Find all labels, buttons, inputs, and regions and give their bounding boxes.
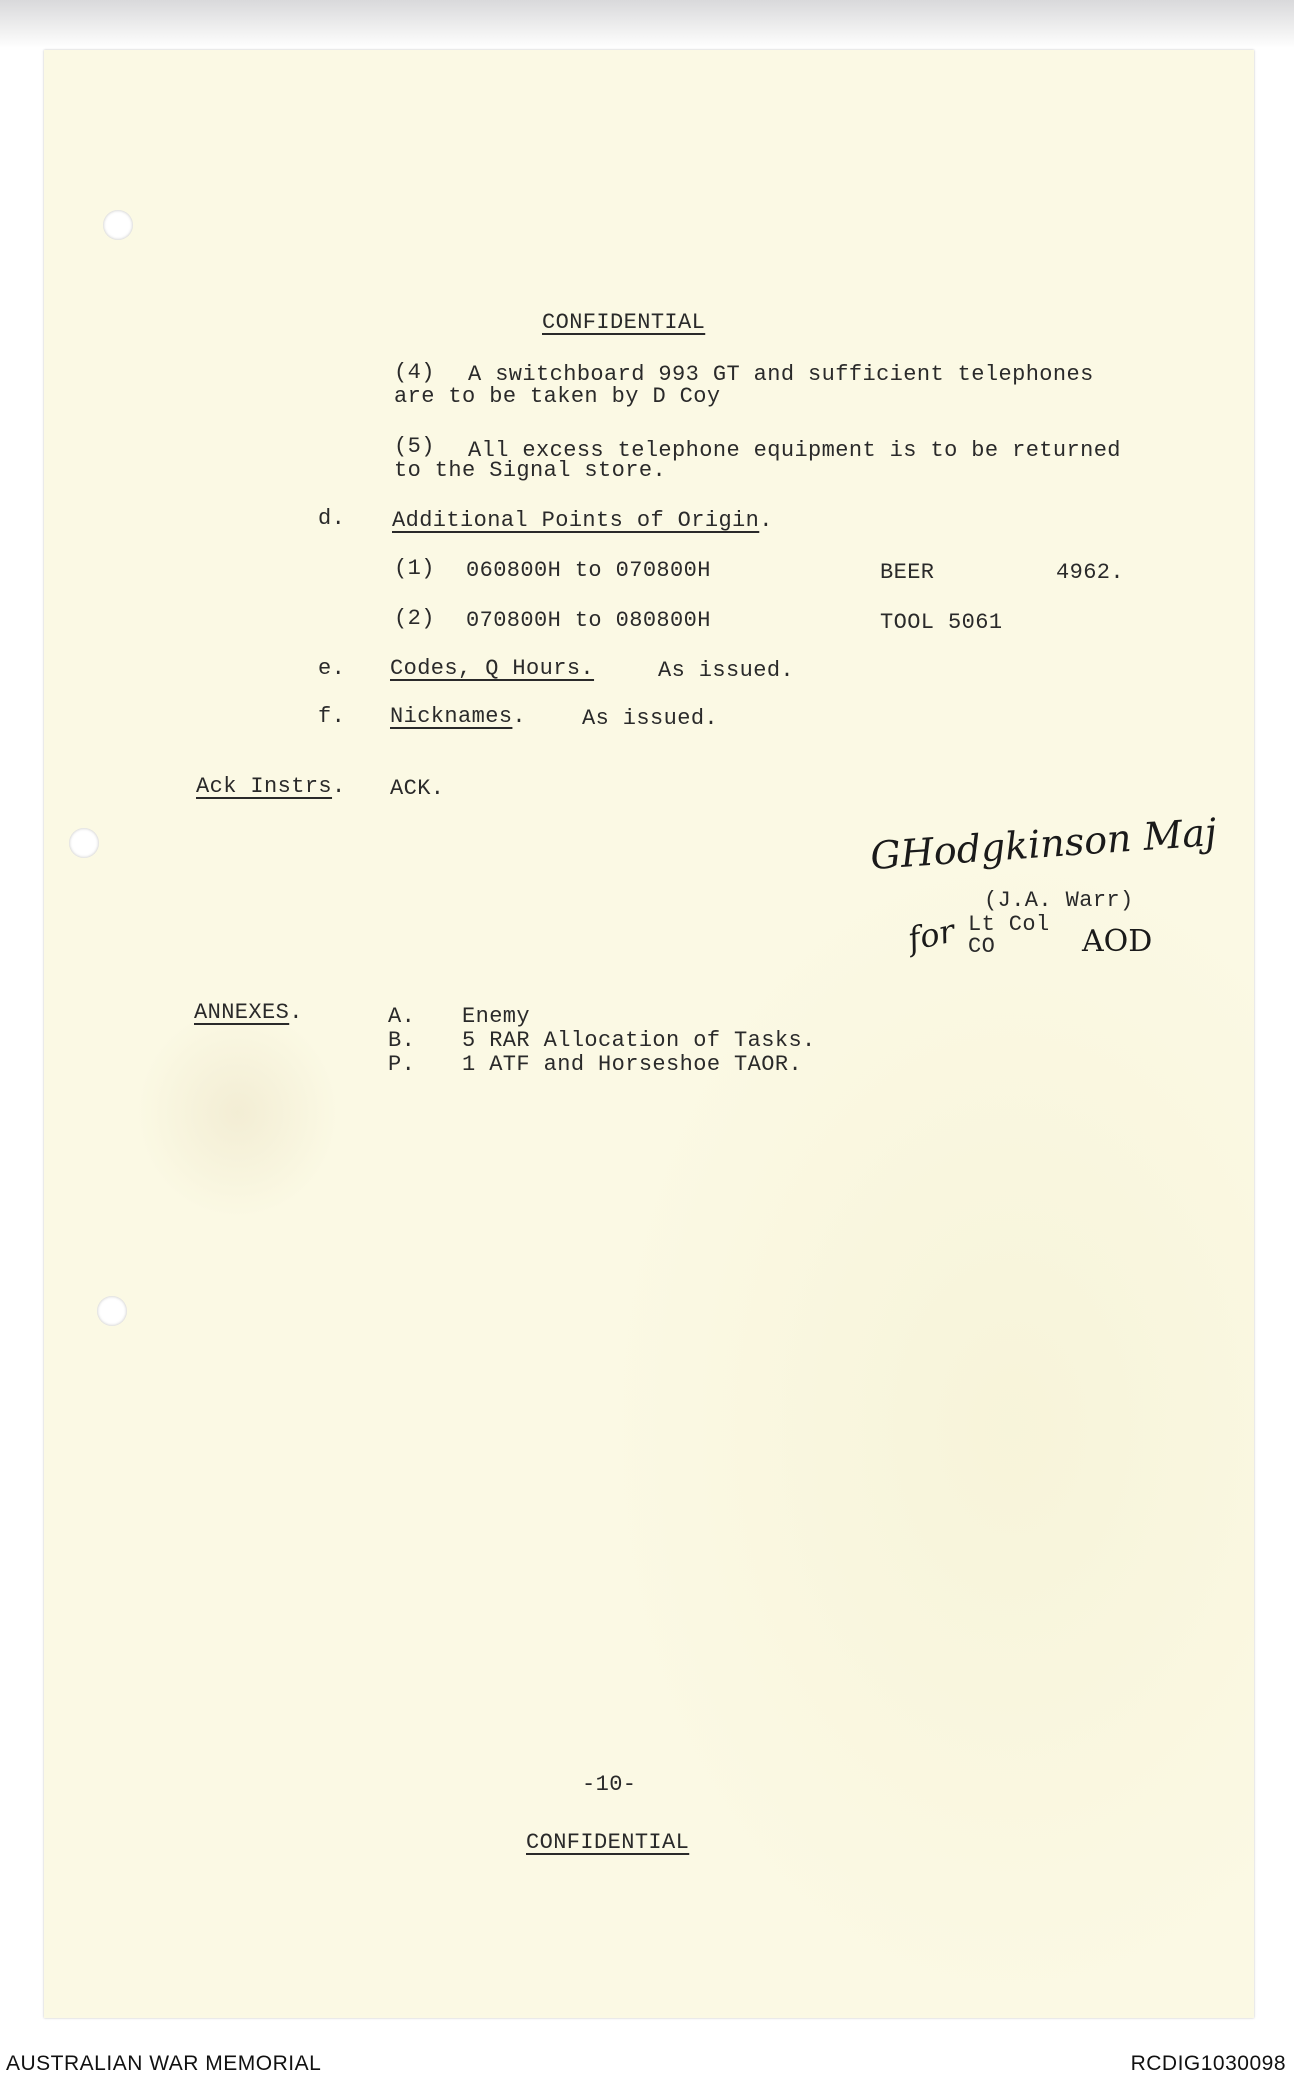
annex-p-key: P. [388,1052,416,1077]
section-e-text: As issued. [658,658,795,683]
section-e-heading: Codes, Q Hours. [390,656,595,681]
document-page [44,50,1254,2018]
origin-2-number: (2) [394,606,435,631]
para-4-line-2: are to be taken by D Coy [394,384,721,409]
section-d-heading-wrap [392,510,773,532]
annex-b-text: 5 RAR Allocation of Tasks. [462,1028,816,1053]
annex-b-key: B. [388,1028,416,1053]
section-d-letter: d. [318,506,346,531]
annex-p-text: 1 ATF and Horseshoe TAOR. [462,1052,803,1077]
ack-label-wrap [196,776,346,798]
annexes-label-period: . [289,1000,303,1025]
ack-label-period: . [332,774,346,799]
para-5-line-2: to the Signal store. [394,458,667,483]
origin-1-range: 060800H to 070800H [466,558,711,583]
annexes-label: ANNEXES [194,1000,290,1025]
section-d-heading: Additional Points of Origin [392,508,760,533]
annexes-label-wrap [194,1002,303,1024]
archive-id: RCDIG1030098 [1130,2052,1286,2075]
section-f-heading: Nicknames [390,704,513,729]
origin-1-name: BEER [880,560,935,585]
annex-a-key: A. [388,1004,416,1029]
section-f-period: . [512,704,527,729]
section-d-period: . [759,508,773,533]
section-f-text: As issued. [582,706,719,731]
handwritten-for: for [904,911,958,959]
confidential-header: CONFIDENTIAL [542,310,706,335]
origin-2-name: TOOL 5061 [880,610,1003,635]
handwritten-signature: GHodgkinson Maj [868,809,1219,879]
ack-label: Ack Instrs [196,774,333,799]
scanner-top-band [0,0,1294,48]
confidential-footer: CONFIDENTIAL [526,1830,690,1855]
ack-text: ACK. [390,776,445,801]
section-e-letter: e. [318,656,346,681]
section-f-letter: f. [318,704,346,729]
punch-hole [69,828,99,858]
para-5-number: (5) [394,434,435,459]
punch-hole [97,1296,127,1326]
signature-name: (J.A. Warr) [984,888,1134,913]
para-5-line-1: All excess telephone equipment is to be returned [468,438,1121,463]
handwritten-aod: AOD [1082,924,1153,959]
annex-a-text: Enemy [462,1004,531,1029]
origin-1-ref: 4962. [1056,560,1125,585]
para-4-line-1: A switchboard 993 GT and sufficient telephones [468,362,1094,387]
section-f-heading-wrap [390,706,526,728]
origin-2-range: 070800H to 080800H [466,608,711,633]
para-4-number: (4) [394,360,435,385]
origin-1-number: (1) [394,556,435,581]
punch-hole [103,210,133,240]
signature-rank: Lt Col [968,912,1050,937]
archive-institution: AUSTRALIAN WAR MEMORIAL [6,2052,322,2075]
page-number: -10- [582,1772,637,1797]
signature-role: CO [968,934,996,959]
